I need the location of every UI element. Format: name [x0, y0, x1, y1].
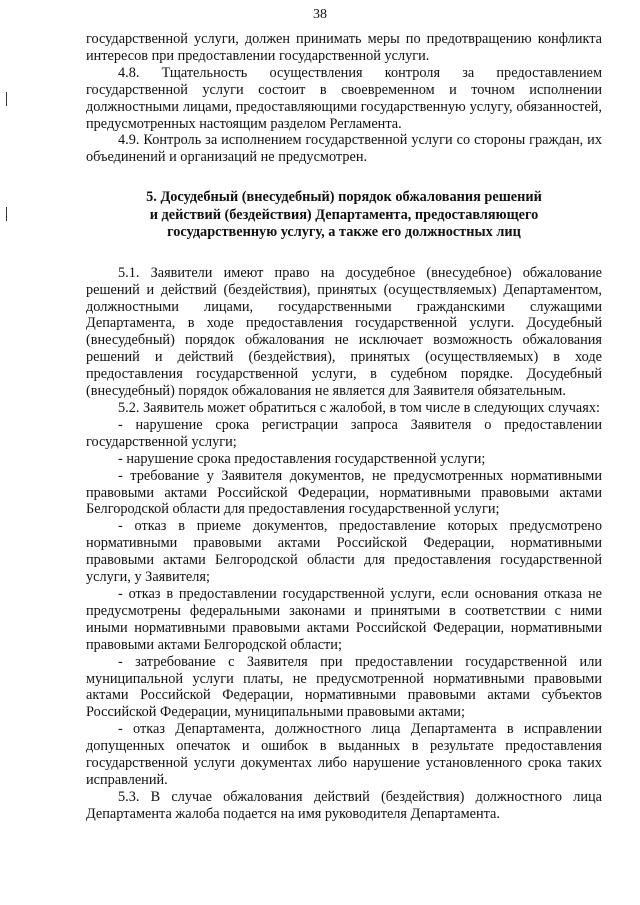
- list-item: - нарушение срока предоставления государственной услуги;: [118, 450, 486, 467]
- section-heading-line: и действий (бездействия) Департамента, предоставляющего: [149, 206, 539, 223]
- list-item: - отказ в предоставлении государственной услуги, если основания отказа не предусмотрены федеральными законами и принятыми в соответствии с ними иными нормативными правовыми актами Российской Федерации, нормативными правовыми актами Белгородской области;: [86, 585, 602, 653]
- margin-mark: [6, 92, 7, 106]
- paragraph-continuation: государственной услуги, должен принимать меры по предотвращению конфликта интересов при предоставлении государственной услуги.: [86, 31, 602, 64]
- paragraph-4-9: 4.9. Контроль за исполнением государственной услуги со стороны граждан, их объединений и организаций не предусмотрен.: [86, 132, 602, 166]
- list-item: - отказ в приеме документов, предоставление которых предусмотрено нормативными правовыми актами Российской Федерации, нормативными правовыми актами Белгородской области для предоставления государственной услуги, у Заявителя;: [86, 518, 602, 586]
- section-heading-line: государственную услугу, а также его должностных лиц: [167, 224, 521, 241]
- list-item: - затребование с Заявителя при предоставлении государственной или муниципальной услуги платы, не предусмотренной нормативными правовыми актами Российской Федерации, нормативными правовыми актами субъектов Российской Федерации, муниципальными правовыми актами;: [86, 653, 602, 721]
- list-item: - отказ Департамента, должностного лица Департамента в исправлении допущенных опечаток и ошибок в выданных в результате предоставления государственной услуги документах либо нарушение установленного срока таких исправлений.: [86, 721, 602, 788]
- list-item: - нарушение срока регистрации запроса Заявителя о предоставлении государственной услуги;: [86, 416, 602, 450]
- page-number: 38: [313, 7, 327, 22]
- paragraph-4-8: 4.8. Тщательность осуществления контроля за предоставлением государственной услуги состоит в своевременном и точном исполнении должностными лицами, предоставляющими государственную услугу, обязанностей, предусмотренных настоящим разделом Регламента.: [86, 64, 602, 132]
- margin-mark: [6, 207, 7, 221]
- section-heading-line: 5. Досудебный (внесудебный) порядок обжалования решений: [146, 189, 542, 206]
- paragraph-5-1: 5.1. Заявители имеют право на досудебное (внесудебное) обжалование решений и действий (бездействия), принятых (осуществляемых) Департаментом, должностными лицами, государственными гражданскими служащими Департамента, в ходе предоставления государственной услуги. Досудебный (внесудебный) порядок обжалования не исключает возможность обжалования решений и действий (бездействия), принятых (осуществляемых) в ходе предоставления государственной услуги, в судебном порядке. Досудебный (внесудебный) порядок обжалования не является для Заявителя обязательным.: [86, 264, 602, 400]
- paragraph-5-3: 5.3. В случае обжалования действий (бездействия) должностного лица Департамента жалоба подается на имя руководителя Департамента.: [86, 788, 602, 822]
- section-heading: [86, 189, 602, 242]
- paragraph-5-2: 5.2. Заявитель может обратиться с жалобой, в том числе в следующих случаях:: [118, 400, 600, 416]
- list-item: - требование у Заявителя документов, не предусмотренных нормативными правовыми актами Российской Федерации, нормативными правовыми актами Белгородской области для предоставления государственной услуги;: [86, 467, 602, 518]
- document-body: [86, 31, 602, 823]
